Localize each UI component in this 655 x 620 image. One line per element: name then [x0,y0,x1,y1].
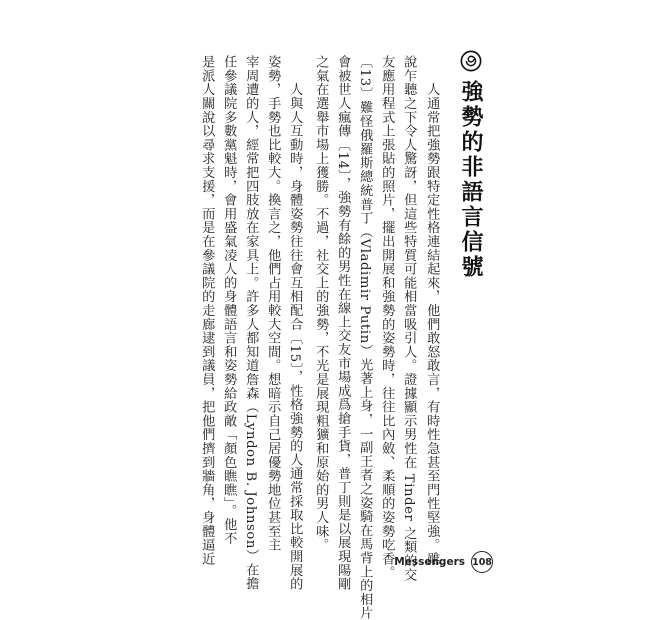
text-line: 說乍聽之下令人驚訝，但這些特質可能相當吸引人。證據顯示男性在 Tinder 之類的交 [401,55,417,582]
spiral-icon [460,50,482,72]
section-heading [455,50,486,280]
text-line: 是派人關說以尋求支援，而是在參議院的走廊逮到議員，把他們擠到牆角，身體逼近 [199,55,215,566]
page-number: 108 [471,551,493,573]
book-title: Messengers [394,556,465,568]
text-line: 友應用程式上張貼的照片，擺出開展和強勢的姿勢時，往往比內斂、柔順的姿勢吃香。 [379,55,395,580]
page-footer [394,551,493,573]
text-line: 人與人互動時，身體姿勢往往會互相配合〔15〕，性格強勢的人通常採取比較開展的 [287,55,303,591]
section-title: 強勢的非語言信號 [458,80,483,280]
text-line: 任參議院多數黨魁時，會用盛氣凌人的身體語言和姿勢給政敵「顏色瞧瞧」。他不 [221,55,237,546]
text-line: 宰周遭的人，經常把四肢放在家具上。許多人都知道詹森（Lyndon B. Johnson）在擔 [243,55,259,591]
text-line: 姿勢，手勢也比較大。換言之，他們占用較大空間。想暗示自己居優勢地位甚至主 [265,55,281,552]
text-line: 之氣在選舉市場上獲勝。不過，社交上的強勢，不光是展現粗獷和原始的男人味。 [313,55,329,552]
text-line: 會被世人瘋傳〔14〕，強勢有餘的男性在線上交友市場成爲搶手貨，普丁則是以展現陽剛 [335,55,351,591]
text-line: 〔13〕難怪俄羅斯總統普丁（Vladimir Putin）光著上身，一副王者之姿騎在馬背上的相片 [357,55,373,620]
text-line: 人通常把強勢跟特定性格連結起來，他們敢怒敢言，有時性急甚至門性堅強。雖 [424,55,440,566]
